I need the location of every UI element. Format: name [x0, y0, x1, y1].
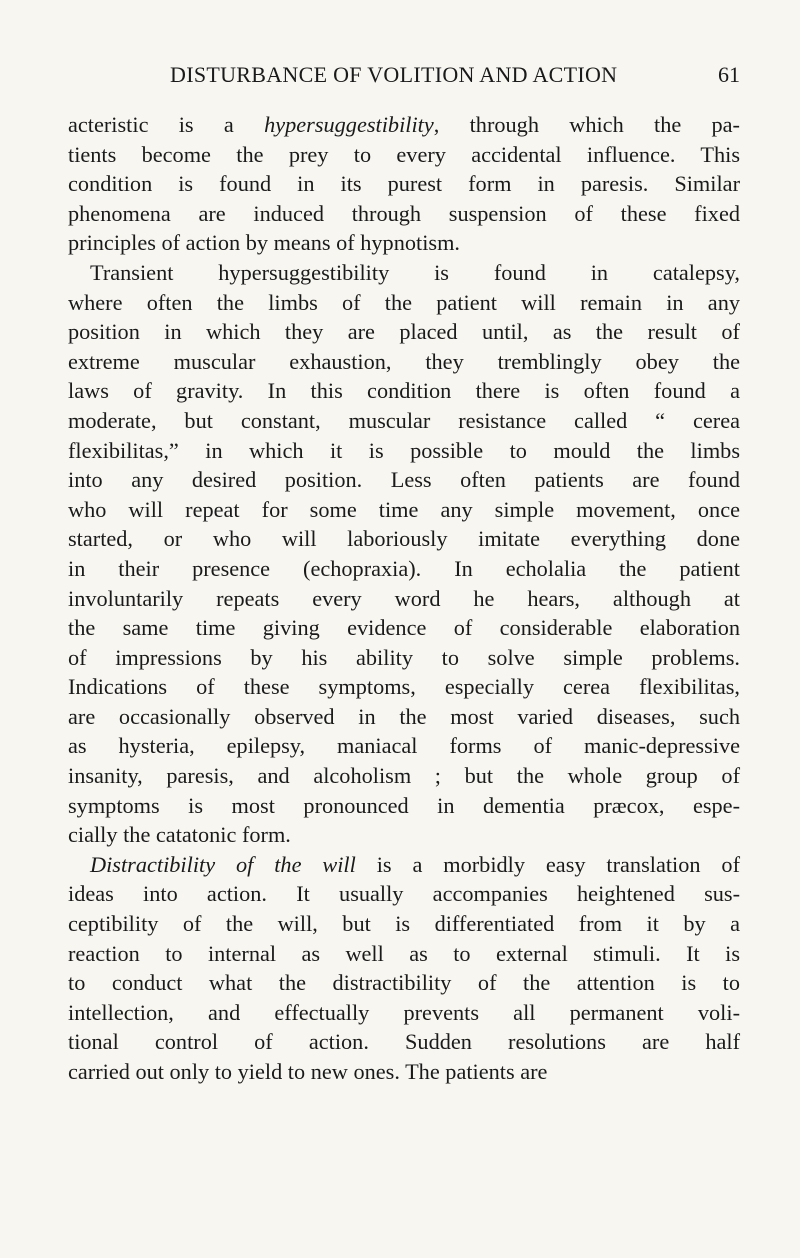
text-line: tional control of action. Sudden resolutions are half [68, 1029, 740, 1055]
text-line: position in which they are placed until, as the result of [68, 319, 740, 345]
text-line: insanity, paresis, and alcoholism ; but the whole group of [68, 763, 740, 789]
body-text [68, 110, 740, 1087]
text-line: ceptibility of the will, but is differentiated from it by a [68, 911, 740, 937]
text-line: reaction to internal as well as to external stimuli. It is [68, 940, 740, 966]
text-line: Distractibility of the will is a morbidly easy translation of [90, 851, 741, 877]
text-line: where often the limbs of the patient will remain in any [68, 289, 740, 315]
text-line: symptoms is most pronounced in dementia præcox, espe- [68, 792, 740, 818]
text-line: flexibilitas,” in which it is possible to mould the limbs [68, 437, 740, 463]
text-line: principles of action by means of hypnotism. [68, 230, 460, 256]
text-line: of impressions by his ability to solve simple problems. [68, 644, 740, 670]
text-line: cially the catatonic form. [68, 822, 291, 848]
text-line: involuntarily repeats every word he hears, although at [68, 585, 740, 611]
running-head [68, 62, 740, 92]
text-line: Indications of these symptoms, especially cerea flexibilitas, [68, 674, 740, 700]
text-line: tients become the prey to every accidental influence. This [68, 141, 740, 167]
text-line: condition is found in its purest form in paresis. Similar [68, 171, 740, 197]
text-line: in their presence (echopraxia). In echolalia the patient [68, 555, 740, 581]
page-number: 61 [718, 62, 740, 87]
text-line: into any desired position. Less often patients are found [68, 467, 740, 493]
running-title: DISTURBANCE OF VOLITION AND ACTION [170, 62, 618, 87]
text-line: ideas into action. It usually accompanies heightened sus- [68, 881, 740, 907]
text-line: intellection, and effectually prevents all permanent voli- [68, 999, 740, 1025]
text-line: who will repeat for some time any simple movement, once [68, 496, 740, 522]
text-line: acteristic is a hypersuggestibility, through which the pa- [68, 112, 740, 137]
text-line: to conduct what the distractibility of the attention is to [68, 970, 740, 996]
text-line: Transient hypersuggestibility is found in catalepsy, [90, 259, 740, 285]
text-line: the same time giving evidence of considerable elaboration [68, 615, 740, 641]
text-line: extreme muscular exhaustion, they tremblingly obey the [68, 348, 740, 374]
text-line: started, or who will laboriously imitate everything done [68, 526, 740, 552]
text-line: moderate, but constant, muscular resistance called “ cerea [68, 407, 740, 433]
text-line: phenomena are induced through suspension of these fixed [68, 200, 740, 226]
text-line: as hysteria, epilepsy, maniacal forms of manic-depressive [68, 733, 740, 759]
text-line: laws of gravity. In this condition there is often found a [68, 378, 740, 404]
text-line: are occasionally observed in the most varied diseases, such [68, 703, 740, 729]
text-line: carried out only to yield to new ones. The patients are [68, 1059, 548, 1084]
